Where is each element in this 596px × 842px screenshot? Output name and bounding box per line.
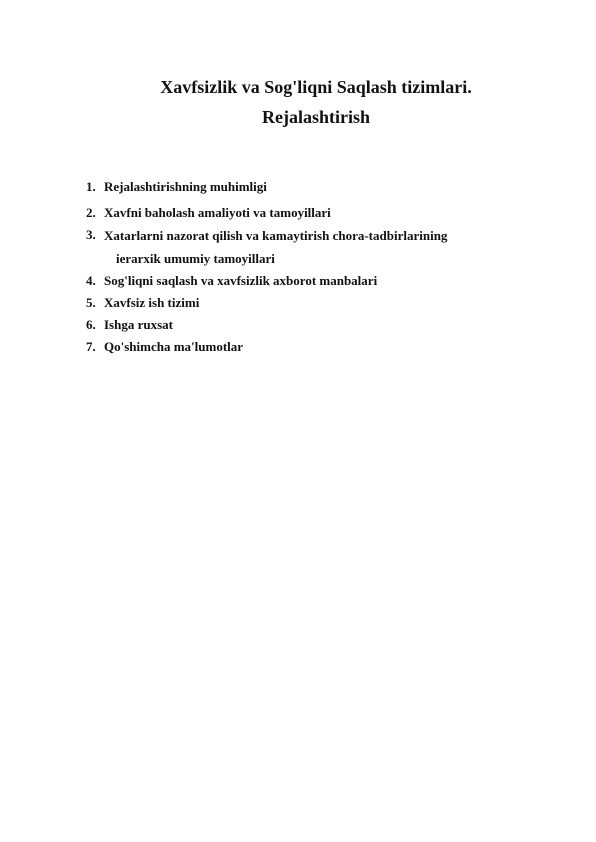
item-text: Sog'liqni saqlash va xavfsizlik axborot manbalari xyxy=(104,273,378,288)
item-number: 6. xyxy=(86,317,96,332)
item-text: Rejalashtirishning muhimligi xyxy=(104,179,267,194)
item-number: 3. xyxy=(86,227,96,242)
item-number: 1. xyxy=(86,179,96,194)
contents-list xyxy=(86,176,546,358)
item-number: 7. xyxy=(86,339,96,354)
contents-item xyxy=(86,314,546,336)
item-text: Ishga ruxsat xyxy=(104,317,173,332)
contents-item xyxy=(86,202,546,224)
item-text: Qo'shimcha ma'lumotlar xyxy=(104,339,244,354)
contents-item xyxy=(86,336,546,358)
item-text: Xavfsiz ish tizimi xyxy=(104,295,200,310)
contents-item xyxy=(86,176,546,198)
title-line-1: Xavfsizlik va Sog'liqni Saqlash tizimlari. xyxy=(160,77,472,97)
item-number: 4. xyxy=(86,273,96,288)
document-title xyxy=(86,72,546,132)
item-number: 2. xyxy=(86,205,96,220)
item-number: 5. xyxy=(86,295,96,310)
contents-item xyxy=(86,224,546,270)
item-text-line-2: ierarxik umumiy tamoyillari xyxy=(116,251,275,266)
contents-item xyxy=(86,292,546,314)
item-text-line-1: Xatarlarni nazorat qilish va kamaytirish chora-tadbirlarining xyxy=(104,228,448,243)
item-text xyxy=(102,224,546,270)
contents-item xyxy=(86,270,546,292)
item-text: Xavfni baholash amaliyoti va tamoyillari xyxy=(104,205,331,220)
title-line-2: Rejalashtirish xyxy=(262,107,370,127)
